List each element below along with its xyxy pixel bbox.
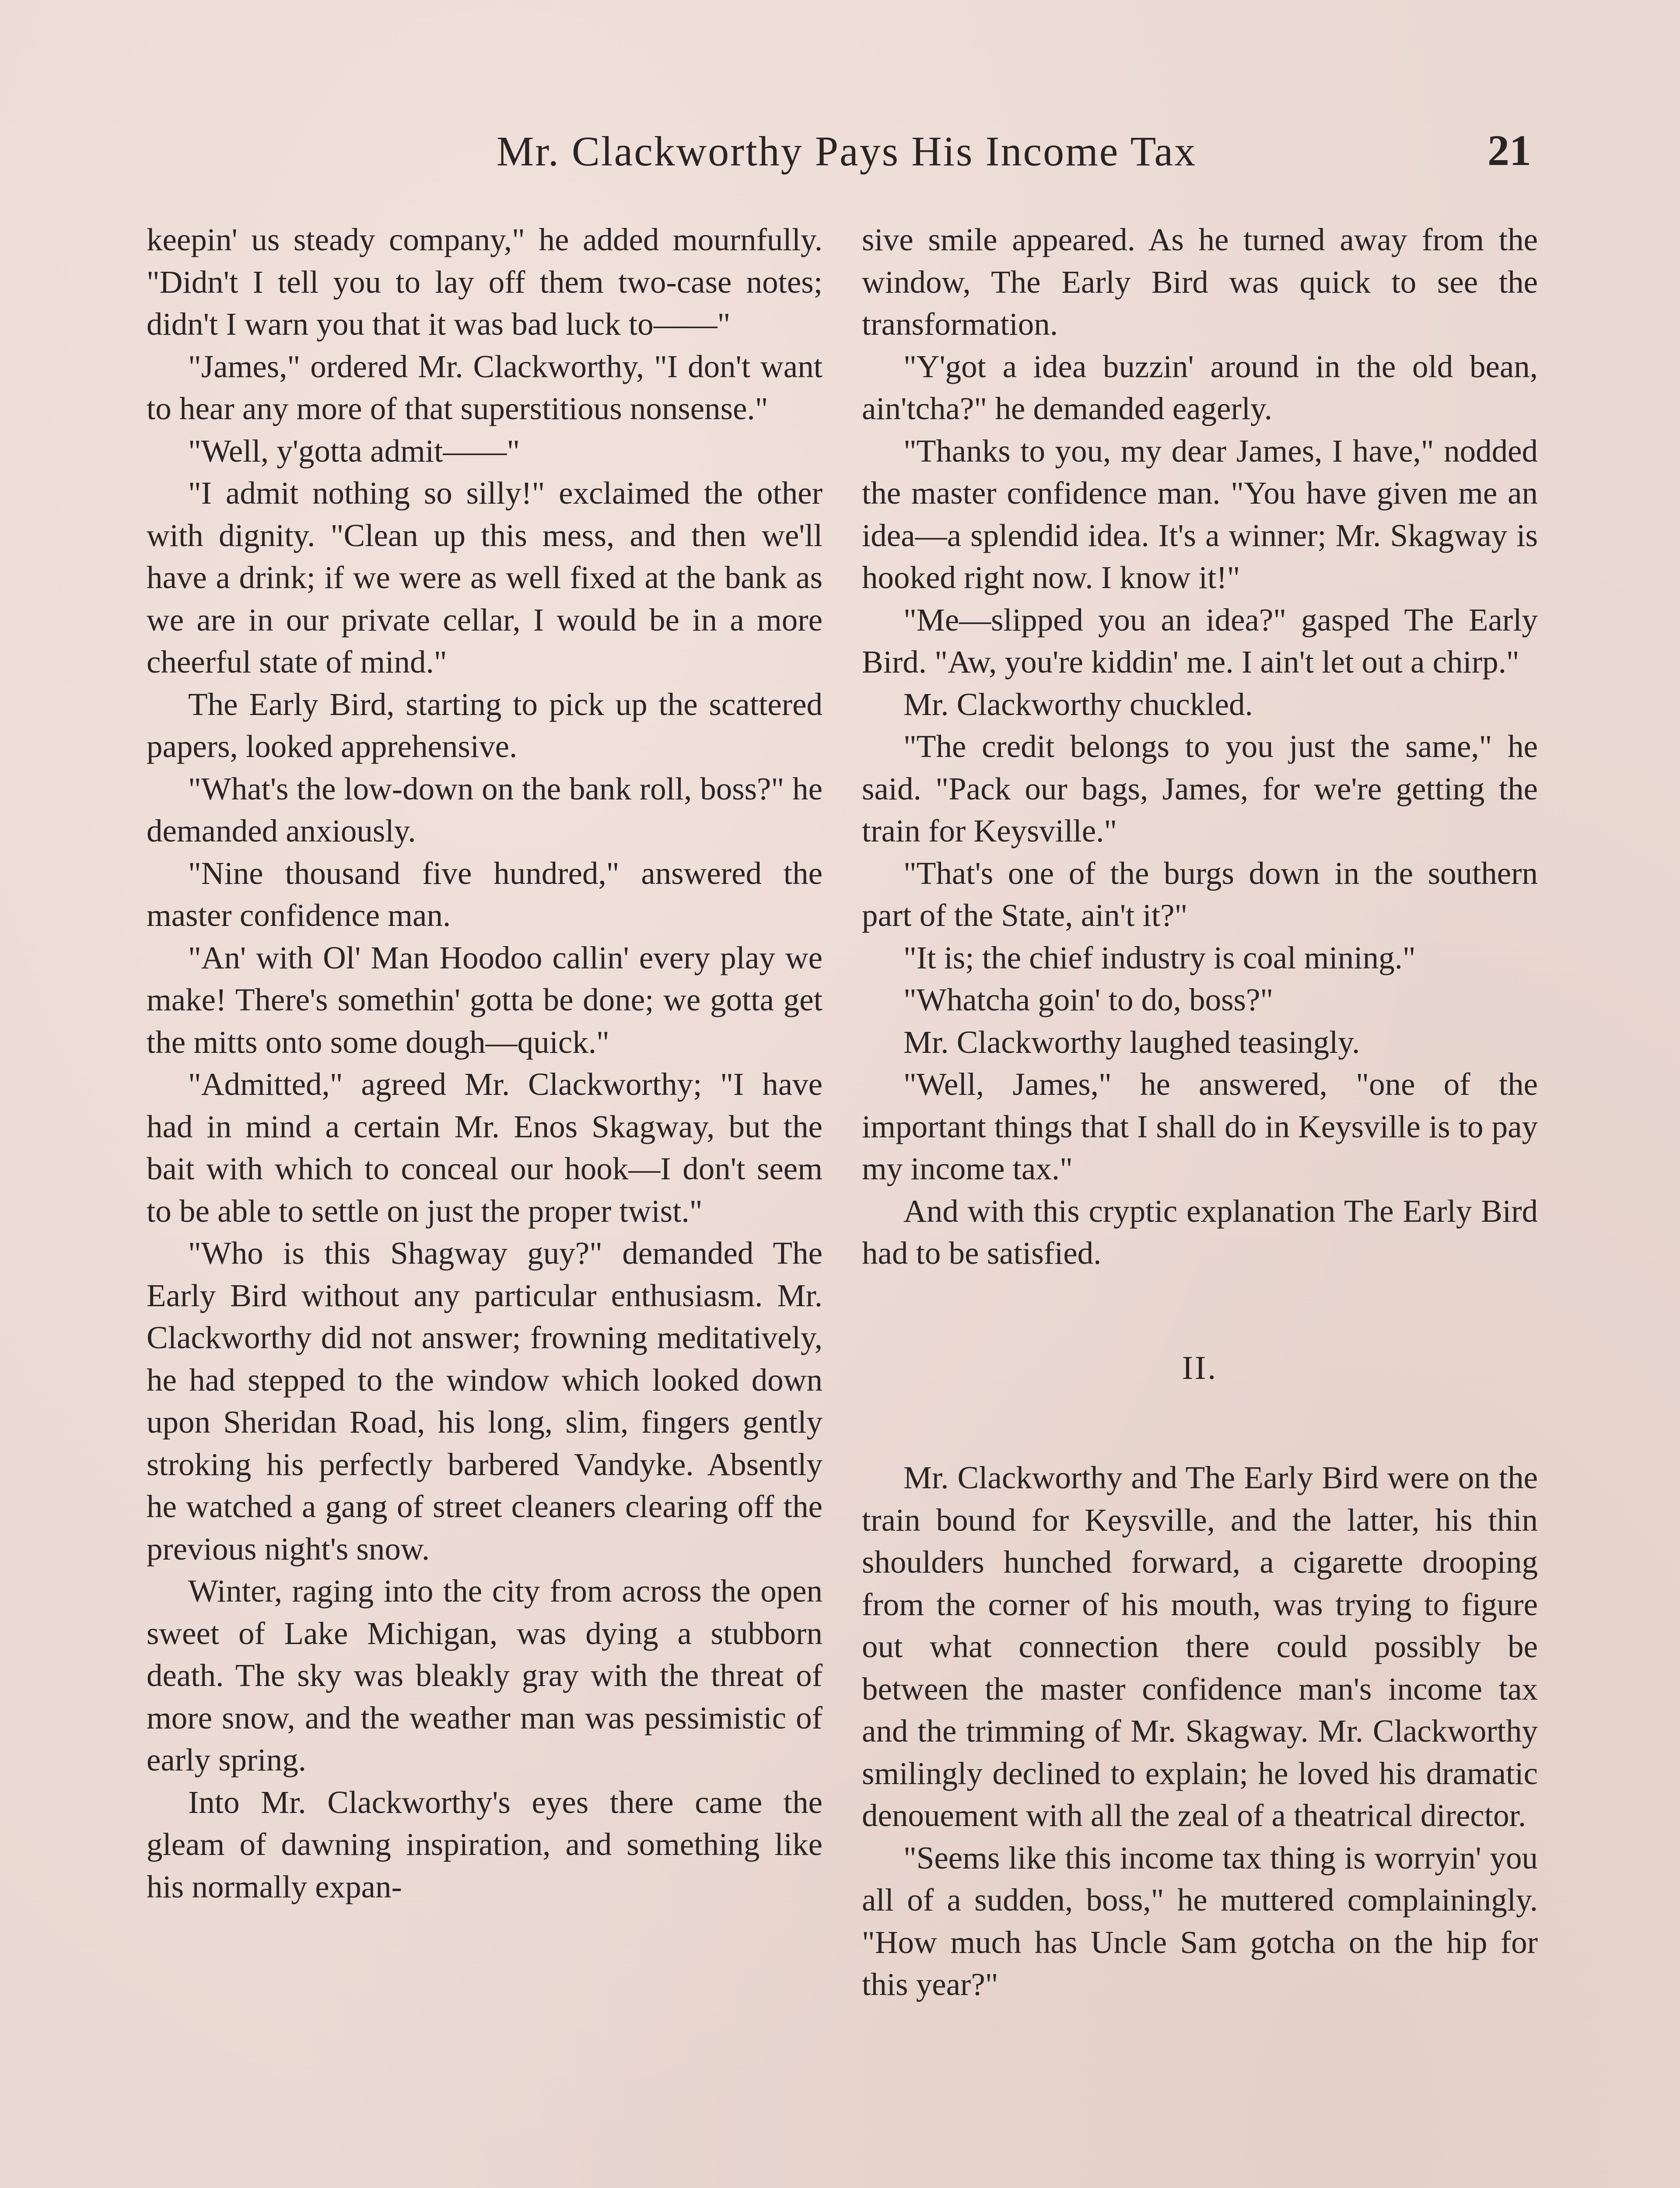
paragraph: "Who is this Shagway guy?" demanded The Early Bird without any particular enthusiasm. Mr. Clackworthy did not answer; frowning meditatively, he had stepped to the window which looked down upon Sheridan Road, his long, slim, fingers gently stroking his perfectly barbered Vandyke. Absently he watched a gang of street cleaners clearing off the previous night's snow. (147, 1235, 822, 1567)
section-heading: II. (1182, 1349, 1218, 1386)
paragraph: "I admit nothing so silly!" exclaimed the other with dignity. "Clean up this mess, and then we'll have a drink; if we were as well fixed at the bank as we are in our private cellar, I would be in a more cheerful state of mind." (147, 475, 822, 680)
paragraph: Mr. Clackworthy laughed teasingly. (903, 1024, 1360, 1060)
right-text-column (862, 219, 1538, 2006)
paragraph: sive smile appeared. As he turned away from the window, The Early Bird was quick to see the transformation. (862, 222, 1538, 342)
paragraph: "The credit belongs to you just the same," he said. "Pack our bags, James, for we're getting the train for Keysville." (862, 729, 1538, 849)
paragraph: "An' with Ol' Man Hoodoo callin' every play we make! There's somethin' gotta be done; we gotta get the mitts onto some dough—quick." (147, 940, 822, 1060)
paragraph: "Whatcha goin' to do, boss?" (903, 982, 1274, 1017)
paragraph: "Thanks to you, my dear James, I have," nodded the master confidence man. "You have given me an idea—a splendid idea. It's a winner; Mr. Skagway is hooked right now. I know it!" (862, 433, 1538, 595)
paragraph: Winter, raging into the city from across the open sweet of Lake Michigan, was dying a stubborn death. The sky was bleakly gray with the threat of more snow, and the weather man was pessimistic of early spring. (147, 1573, 822, 1778)
paragraph: "What's the low-down on the bank roll, boss?" he demanded anxiously. (147, 771, 822, 849)
paragraph: "Me—slipped you an idea?" gasped The Early Bird. "Aw, you're kiddin' me. I ain't let out a chirp." (862, 602, 1538, 680)
paragraph: "Nine thousand five hundred," answered the master confidence man. (147, 855, 822, 933)
left-text-column (147, 219, 822, 1908)
paragraph: Mr. Clackworthy and The Early Bird were on the train bound for Keysville, and the latter, his thin shoulders hunched forward, a cigarette drooping from the corner of his mouth, was trying to figure out what connection there could possibly be between the master confidence man's income tax and the trimming of Mr. Skagway. Mr. Clackworthy smilingly declined to explain; he loved his dramatic denouement with all the zeal of a theatrical director. (862, 1460, 1538, 1833)
running-title: Mr. Clackworthy Pays His Income Tax (496, 128, 1197, 175)
paragraph: "Y'got a idea buzzin' around in the old bean, ain'tcha?" he demanded eagerly. (862, 348, 1538, 426)
paragraph: "It is; the chief industry is coal mining." (903, 940, 1416, 975)
paragraph: "Admitted," agreed Mr. Clackworthy; "I have had in mind a certain Mr. Enos Skagway, but the bait with which to conceal our hook—I don't seem to be able to settle on just the proper twist." (147, 1066, 822, 1229)
paragraph: Mr. Clackworthy chuckled. (903, 686, 1253, 722)
paragraph: "Seems like this income tax thing is worryin' you all of a sudden, boss," he muttered complainingly. "How much has Uncle Sam gotcha on the hip for this year?" (862, 1840, 1538, 2002)
paragraph: The Early Bird, starting to pick up the scattered papers, looked apprehensive. (147, 686, 822, 764)
paragraph: "James," ordered Mr. Clackworthy, "I don't want to hear any more of that superstitious nonsense." (147, 348, 822, 426)
page-number: 21 (1488, 126, 1531, 175)
paragraph: "Well, James," he answered, "one of the important things that I shall do in Keysville is to pay my income tax." (862, 1066, 1538, 1186)
paragraph: Into Mr. Clackworthy's eyes there came the gleam of dawning inspiration, and something like his normally expan- (147, 1784, 822, 1904)
paragraph: "That's one of the burgs down in the southern part of the State, ain't it?" (862, 855, 1538, 933)
paragraph: "Well, y'gotta admit——" (188, 433, 520, 469)
paragraph: keepin' us steady company," he added mournfully. "Didn't I tell you to lay off them two-case notes; didn't I warn you that it was bad luck to——" (147, 222, 822, 342)
paragraph: And with this cryptic explanation The Early Bird had to be satisfied. (862, 1193, 1538, 1271)
